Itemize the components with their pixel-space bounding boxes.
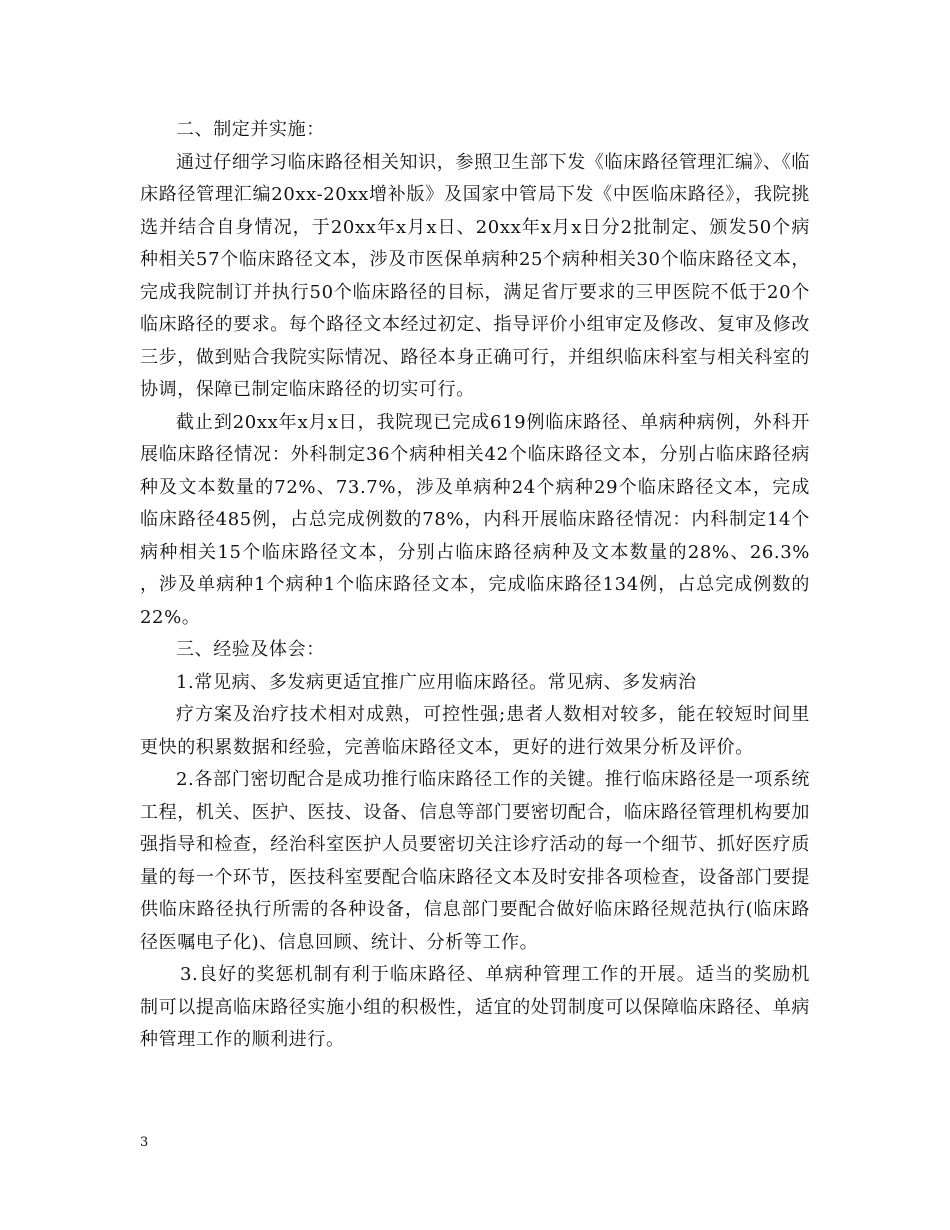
paragraph-point-one-continued: 疗方案及治疗技术相对成熟，可控性强;患者人数相对较多，能在较短时间里更快的积累数据和经验，完善临床路径文本，更好的进行效果分析及评价。 xyxy=(140,704,810,758)
section-heading-experience: 三、经验及体会： xyxy=(176,639,325,660)
paragraph-point-one-lead: 1.常见病、多发病更适宜推广应用临床路径。常见病、多发病治 xyxy=(176,671,697,693)
paragraph-completion-statistics: 截止到20xx年x月x日，我院现已完成619例临床路径、单病种病例，外科开展临床路径情况：外科制定36个病种相关42个临床路径文本，分别占临床路径病种及文本数量的72%、73.7%，涉及单病种24个病种29个临床路径文本，完成临床路径485例，占总完成例数的78%，内科开展临床路径情况：内科制定14个病种相关15个临床路径文本，分别占临床路径病种及文本数量的28%、26.3% ，涉及单病种1个病种1个临床路径文本，完成临床路径134例，占总完成例数的22%。 xyxy=(140,411,810,628)
document-body xyxy=(140,114,810,1057)
paragraph-implementation-details: 通过仔细学习临床路径相关知识，参照卫生部下发《临床路径管理汇编》、《临床路径管理汇编20xx-20xx增补版》及国家中管局下发《中医临床路径》，我院挑选并结合自身情况，于20xx年x月x日、20xx年x月x日分2批制定、颁发50个病种相关57个临床路径文本，涉及市医保单病种25个病种相关30个临床路径文本，完成我院制订并执行50个临床路径的目标，满足省厅要求的三甲医院不低于20个临床路径的要求。每个路径文本经过初定、指导评价小组审定及修改、复审及修改三步，做到贴合我院实际情况、路径本身正确可行，并组织临床科室与相关科室的协调，保障已制定临床路径的切实可行。 xyxy=(140,151,810,400)
paragraph-point-two: 2.各部门密切配合是成功推行临床路径工作的关键。推行临床路径是一项系统工程，机关、医护、医技、设备、信息等部门要密切配合，临床路径管理机构要加强指导和检查，经治科室医护人员要密切关注诊疗活动的每一个细节、抓好医疗质量的每一个环节，医技科室要配合临床路径文本及时安排各项检查，设备部门要提供临床路径执行所需的各种设备，信息部门要配合做好临床路径规范执行(临床路径医嘱电子化)、信息回顾、统计、分析等工作。 xyxy=(140,769,810,953)
paragraph-point-three: 3.良好的奖惩机制有利于临床路径、单病种管理工作的开展。适当的奖励机制可以提高临床路径实施小组的积极性，适宜的处罚制度可以保障临床路径、单病种管理工作的顺利进行。 xyxy=(140,964,810,1050)
page-number: 3 xyxy=(140,1135,149,1150)
section-heading-implementation: 二、制定并实施： xyxy=(176,119,325,140)
